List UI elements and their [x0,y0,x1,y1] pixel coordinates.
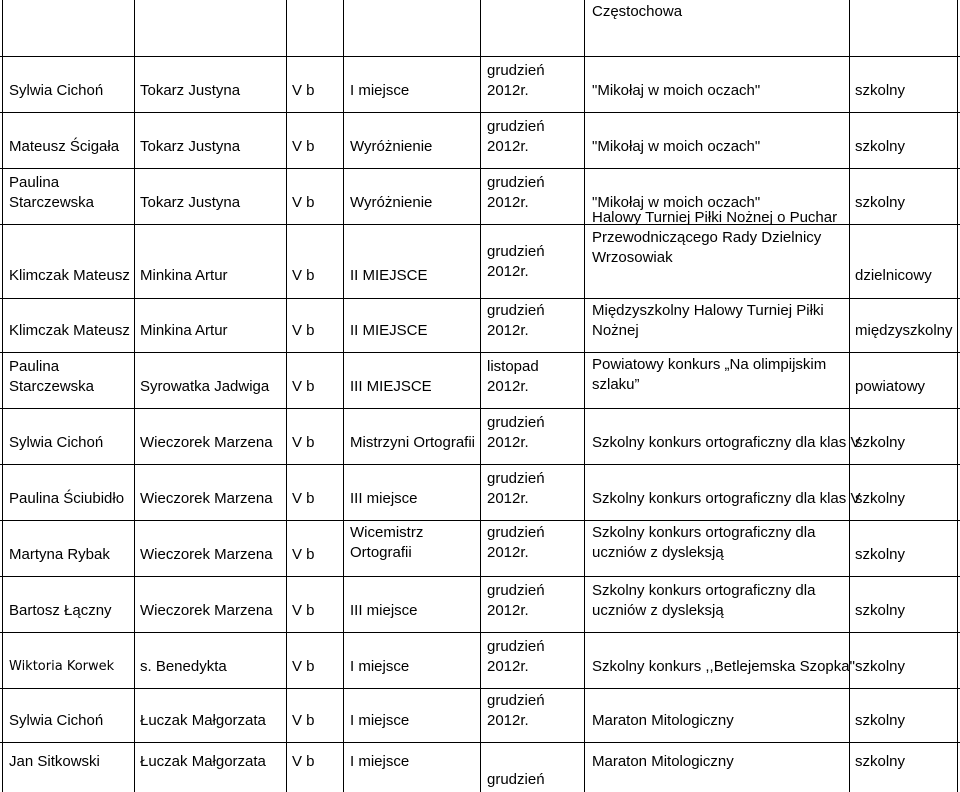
date: grudzień 2012r. [487,174,545,211]
contest-name: Szkolny konkurs ,,Betlejemska Szopka" [592,658,855,675]
teacher-name: Łuczak Małgorzata [140,712,266,729]
result: I miejsce [350,712,410,729]
contest-name: Maraton Mitologiczny [592,753,734,770]
result: III MIEJSCE [350,378,432,395]
contest-name: "Mikołaj w moich oczach" [592,82,761,99]
result: Mistrzyni Ortografii [350,434,476,451]
student-name: Sylwia Cichoń [9,712,104,729]
contest-name: Halowy Turniej Piłki Nożnej o Puchar Przewodniczącego Rady Dzielnicy Wrzosowiak [592,209,838,266]
class-name: V b [292,712,315,729]
teacher-name: Łuczak Małgorzata [140,753,266,770]
teacher-name: Tokarz Justyna [140,138,241,155]
result: III miejsce [350,490,418,507]
table-row [0,352,960,397]
table-row [0,742,960,788]
contest-level: międzyszkolny [855,322,953,339]
contest-name: Powiatowy konkurs „Na olimpijskim szlaku” [592,356,827,393]
contest-name: Szkolny konkurs ortograficzny dla uczniów z dysleksją [592,524,816,561]
student-name: Paulina Starczewska [9,174,95,211]
student-name: Paulina Ściubidło [9,490,125,507]
class-name: V b [292,546,315,563]
student-name: Bartosz Łączny [9,602,112,619]
contest-level: szkolny [855,138,906,155]
contest-level: szkolny [855,712,906,729]
teacher-name: Wieczorek Marzena [140,602,273,619]
date: listopad 2012r. [487,358,539,395]
student-name: Mateusz Ścigała [9,138,120,155]
date: grudzień 2012r. [487,302,545,339]
student-name: Klimczak Mateusz [9,267,130,284]
contest-level: dzielnicowy [855,267,932,284]
contest-level: szkolny [855,490,906,507]
table-row [0,209,960,286]
table-row [0,688,960,731]
result: Wicemistrz Ortografii [350,524,424,561]
class-name: V b [292,434,315,451]
teacher-name: s. Benedykta [140,658,227,675]
date: grudzień 2012r. [487,243,545,280]
result: Wyróżnienie [350,138,433,155]
date: grudzień 2012r. [487,414,545,451]
contest-name: Międzyszkolny Halowy Turniej Piłki Nożnej [592,302,824,339]
class-name: V b [292,138,315,155]
header-city: Częstochowa [592,3,683,20]
contest-level: powiatowy [855,378,926,395]
result: II MIEJSCE [350,322,428,339]
contest-name: Szkolny konkurs ortograficzny dla uczniów z dysleksją [592,582,816,619]
teacher-name: Minkina Artur [140,267,228,284]
contest-name: Maraton Mitologiczny [592,712,734,729]
table-row [0,112,960,157]
contest-name: Szkolny konkurs ortograficzny dla klas V [592,490,861,507]
student-name: Jan Sitkowski [9,753,100,770]
table-row [0,168,960,213]
contest-name: Szkolny konkurs ortograficzny dla klas V [592,434,861,451]
class-name: V b [292,194,315,211]
table-row [0,576,960,621]
contest-level: szkolny [855,602,906,619]
table-row [0,56,960,101]
class-name: V b [292,82,315,99]
result: Wyróżnienie [350,194,433,211]
date: grudzień 2012r. [487,470,545,507]
teacher-name: Minkina Artur [140,322,228,339]
date: grudzień 2012r. [487,62,545,99]
result: III miejsce [350,602,418,619]
class-name: V b [292,602,315,619]
date: grudzień 2012r. [487,582,545,619]
table-row [0,298,960,341]
teacher-name: Wieczorek Marzena [140,490,273,507]
class-name: V b [292,378,315,395]
student-name: Wiktoria Korwek [9,659,115,674]
result: II MIEJSCE [350,267,428,284]
teacher-name: Wieczorek Marzena [140,434,273,451]
date: grudzień [487,771,545,788]
table-row [0,632,960,677]
date: grudzień 2012r. [487,638,545,675]
date: grudzień 2012r. [487,524,545,561]
class-name: V b [292,322,315,339]
contest-level: szkolny [855,546,906,563]
class-name: V b [292,753,315,770]
teacher-name: Syrowatka Jadwiga [140,378,270,395]
table-row [0,520,960,565]
teacher-name: Wieczorek Marzena [140,546,273,563]
contest-level: szkolny [855,434,906,451]
student-name: Paulina Starczewska [9,358,95,395]
contest-name: "Mikołaj w moich oczach" [592,138,761,155]
result: I miejsce [350,753,410,770]
date: grudzień 2012r. [487,692,545,729]
result: I miejsce [350,658,410,675]
date: grudzień 2012r. [487,118,545,155]
contest-level: szkolny [855,753,906,770]
result: I miejsce [350,82,410,99]
class-name: V b [292,658,315,675]
table-row [0,408,960,453]
class-name: V b [292,267,315,284]
student-name: Sylwia Cichoń [9,82,104,99]
student-name: Klimczak Mateusz [9,322,130,339]
teacher-name: Tokarz Justyna [140,194,241,211]
contest-name: "Mikołaj w moich oczach" [592,194,761,211]
table-row [0,464,960,509]
student-name: Sylwia Cichoń [9,434,104,451]
contest-level: szkolny [855,82,906,99]
contest-level: szkolny [855,194,906,211]
class-name: V b [292,490,315,507]
student-name: Martyna Rybak [9,546,110,563]
teacher-name: Tokarz Justyna [140,82,241,99]
contest-level: szkolny [855,658,906,675]
